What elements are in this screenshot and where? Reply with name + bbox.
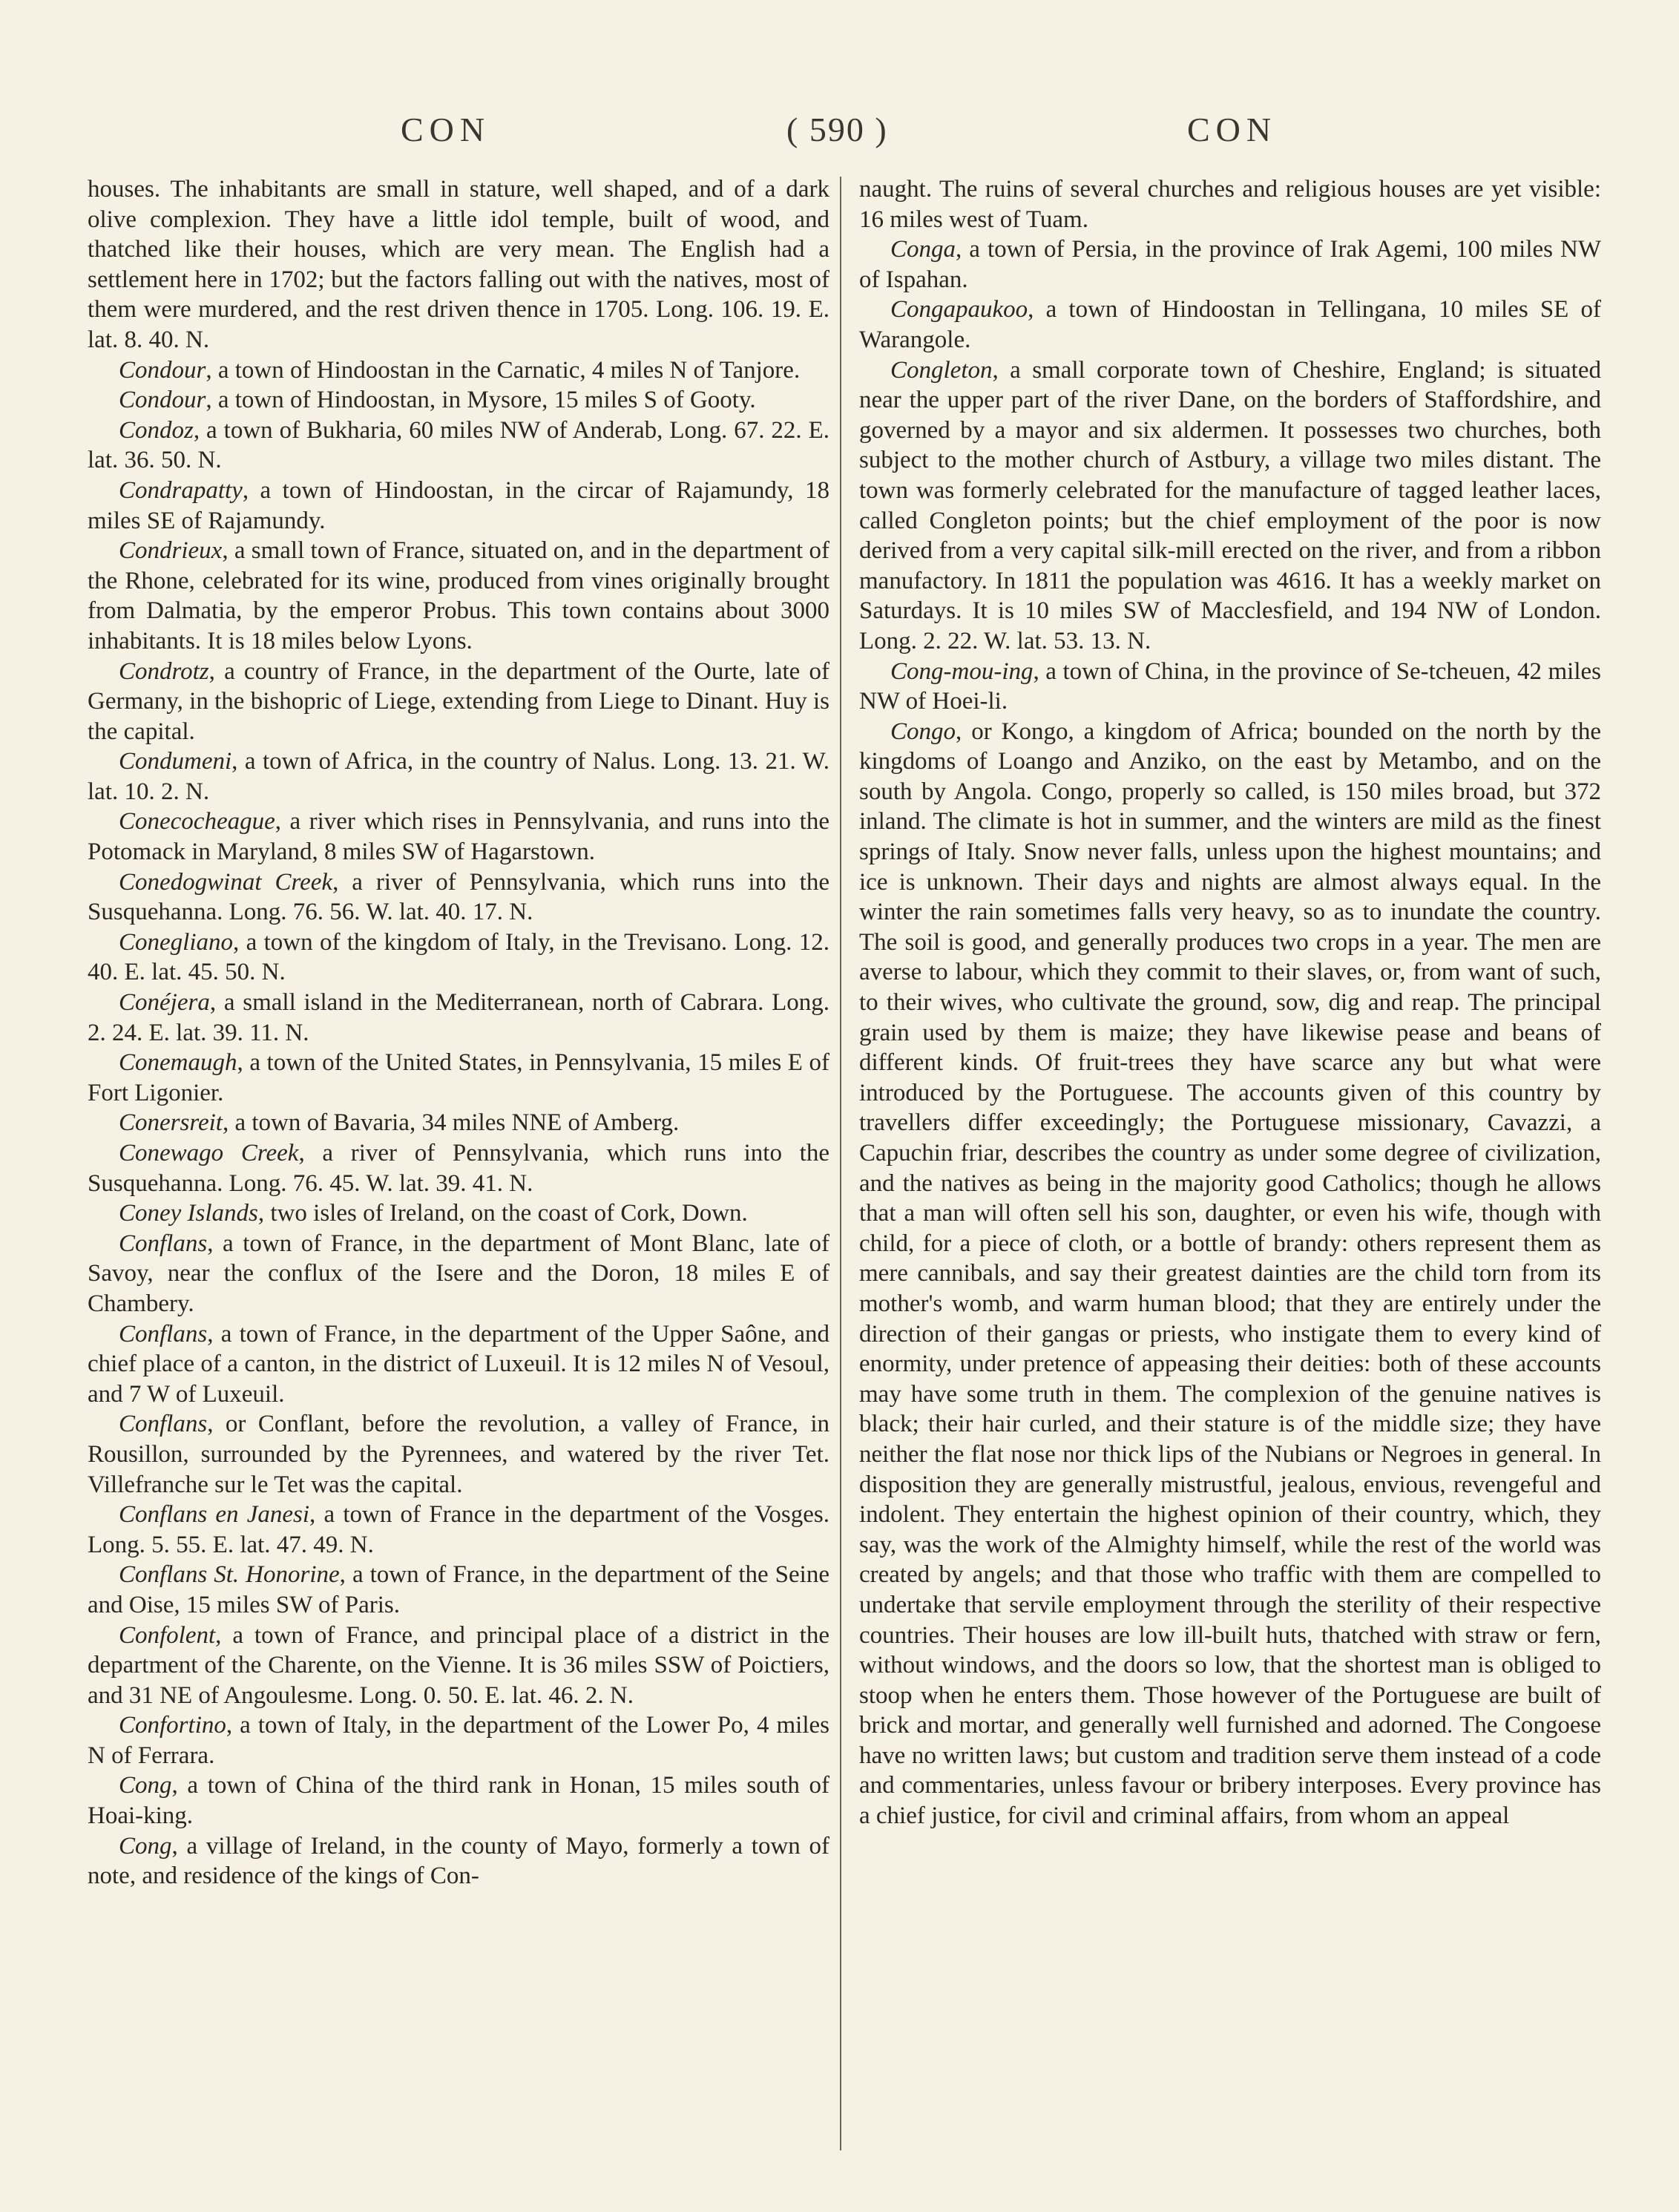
- entry-text: , a town of China of the third rank in Honan, 15 miles south of Hoai-king.: [88, 1772, 829, 1830]
- entry-text: , a town of Bukharia, 60 miles NW of Anderab, Long. 67. 22. E. lat. 36. 50. N.: [88, 416, 829, 474]
- entry-text: , a town of France, in the department of the Upper Saône, and chief place of a canton, in the district of Luxeuil. It is 12 miles N of Vesoul, and 7 W of Luxeuil.: [88, 1320, 829, 1408]
- right-column: [859, 174, 1601, 1831]
- entry-text: , a town of Italy, in the department of the Lower Po, 4 miles N of Ferrara.: [88, 1712, 829, 1769]
- dictionary-entry: [88, 1319, 829, 1410]
- entry-continuation: [88, 174, 829, 355]
- entry-text: , a small island in the Mediterranean, north of Cabrara. Long. 2. 24. E. lat. 39. 11. N.: [88, 989, 829, 1046]
- entry-headword: Conga: [890, 236, 956, 263]
- dictionary-entry: [88, 1048, 829, 1108]
- entry-headword: Congleton: [890, 356, 993, 384]
- dictionary-entry: [88, 1500, 829, 1560]
- entry-text: , a village of Ireland, in the county of Mayo, formerly a town of note, and residence of the kings of Con-: [88, 1832, 829, 1890]
- page-number: ( 590 ): [786, 111, 888, 148]
- dictionary-entry: [88, 1560, 829, 1620]
- entry-headword: Conéjera: [119, 989, 210, 1017]
- dictionary-entry: [88, 476, 829, 536]
- column-divider: [840, 177, 841, 2150]
- entry-text: naught. The ruins of several churches and religious houses are yet visible: 16 miles west of Tuam.: [859, 176, 1601, 233]
- dictionary-entry: [88, 1138, 829, 1198]
- entry-text: , a river which rises in Pennsylvania, and runs into the Potomack in Maryland, 8 miles SW of Hagarstown.: [88, 808, 829, 866]
- entry-text: , a country of France, in the department of the Ourte, late of Germany, in the bishopric of Liege, extending from Liege to Dinant. Huy is the capital.: [88, 657, 829, 745]
- entry-headword: Coney Islands: [119, 1200, 258, 1227]
- entry-text: , a town of the United States, in Pennsylvania, 15 miles E of Fort Ligonier.: [88, 1049, 829, 1106]
- entry-headword: Conflans: [119, 1320, 208, 1348]
- dictionary-entry: [88, 1710, 829, 1770]
- entry-text: , a town of France, in the department of Mont Blanc, late of Savoy, near the conflux of the Isere and the Doron, 18 miles E of Chambery.: [88, 1230, 829, 1317]
- dictionary-entry: [88, 657, 829, 747]
- entry-headword: Congo: [890, 718, 956, 745]
- dictionary-entry: [859, 234, 1601, 295]
- dictionary-entry: [88, 1108, 829, 1138]
- entry-headword: Condrapatty: [119, 476, 243, 504]
- entry-headword: Congapaukoo: [890, 296, 1028, 324]
- entry-text: , a town of Africa, in the country of Nalus. Long. 13. 21. W. lat. 10. 2. N.: [88, 748, 829, 805]
- entry-headword: Cong: [119, 1772, 172, 1799]
- dictionary-entry: [88, 536, 829, 656]
- entry-text: , a town of Hindoostan, in Mysore, 15 miles S of Gooty.: [206, 387, 756, 414]
- entry-headword: Conemaugh: [119, 1049, 237, 1077]
- entry-headword: Conersreit: [119, 1109, 223, 1137]
- dictionary-entry: [859, 717, 1601, 1831]
- running-head-right: CON: [1187, 111, 1278, 148]
- entry-text: houses. The inhabitants are small in stature, well shaped, and of a dark olive complexion. They have a little idol temple, built of wood, and thatched like their houses, which are very mean. The English had a settlement here in 1702; but the factors falling out with the natives, most of them were murdered, and the rest driven thence in 1705. Long. 106. 19. E. lat. 8. 40. N.: [88, 176, 829, 353]
- entry-headword: Condoz: [119, 416, 194, 444]
- entry-text: , a town of France in the department of the Vosges. Long. 5. 55. E. lat. 47. 49. N.: [88, 1501, 829, 1558]
- entry-text: , a town of Bavaria, 34 miles NNE of Amberg.: [222, 1109, 680, 1137]
- entry-text: , a town of Hindoostan in the Carnatic, 4 miles N of Tanjore.: [206, 356, 801, 384]
- dictionary-entry: [88, 385, 829, 416]
- entry-text: , a town of France, and principal place of a district in the department of the Charente, on the Vienne. It is 36 miles SSW of Poictiers, and 31 NE of Angoulesme. Long. 0. 50. E. lat. 46. 2. N.: [88, 1621, 829, 1709]
- dictionary-entry: [859, 295, 1601, 355]
- running-head: [0, 110, 1679, 154]
- entry-text: , a town of the kingdom of Italy, in the Trevisano. Long. 12. 40. E. lat. 45. 50. N.: [88, 928, 829, 986]
- entry-headword: Conflans: [119, 1230, 208, 1257]
- left-column: [88, 174, 829, 1891]
- entry-headword: Cong-mou-ing: [890, 657, 1034, 685]
- dictionary-entry: [88, 807, 829, 867]
- entry-headword: Confolent: [119, 1621, 216, 1649]
- entry-headword: Conecocheague: [119, 808, 275, 836]
- running-head-left: CON: [401, 111, 491, 148]
- dictionary-entry: [88, 1770, 829, 1831]
- entry-text: , a town of Hindoostan, in the circar of Rajamundy, 18 miles SE of Rajamundy.: [88, 476, 829, 534]
- dictionary-entry: [88, 746, 829, 807]
- dictionary-entry: [88, 355, 829, 386]
- dictionary-entry: [88, 1831, 829, 1891]
- dictionary-entry: [88, 867, 829, 928]
- entry-text: , or Conflant, before the revolution, a valley of France, in Rousillon, surrounded by the Pyrennees, and watered by the river Tet. Villefranche sur le Tet was the capital.: [88, 1411, 829, 1498]
- entry-headword: Conedogwinat Creek: [119, 868, 333, 896]
- entry-text: , a town of France, in the department of the Seine and Oise, 15 miles SW of Paris.: [88, 1561, 829, 1618]
- entry-text: , a small town of France, situated on, and in the department of the Rhone, celebrated for its wine, produced from vines originally brought from Dalmatia, by the emperor Probus. This town contains about 3000 inhabitants. It is 18 miles below Lyons.: [88, 537, 829, 654]
- dictionary-entry: [88, 928, 829, 988]
- entry-continuation: [859, 174, 1601, 234]
- entry-headword: Condrotz: [119, 657, 209, 685]
- entry-text: , a town of Hindoostan in Tellingana, 10 miles SE of Warangole.: [859, 296, 1601, 353]
- entry-headword: Conflans: [119, 1411, 208, 1438]
- entry-headword: Cong: [119, 1832, 172, 1860]
- entry-headword: Conegliano: [119, 928, 233, 956]
- dictionary-entry: [88, 1198, 829, 1229]
- entry-text: , a town of Persia, in the province of Irak Agemi, 100 miles NW of Ispahan.: [859, 236, 1601, 293]
- dictionary-entry: [88, 1409, 829, 1500]
- dictionary-entry: [859, 657, 1601, 717]
- entry-headword: Conflans St. Honorine: [119, 1561, 340, 1589]
- entry-text: , or Kongo, a kingdom of Africa; bounded on the north by the kingdoms of Loango and Anziko, on the east by Metambo, and on the south by Angola. Congo, properly so called, is 150 miles broad, but 372 inland. The climate is hot in summer, and the winters are mild as the finest springs of Italy. Snow never falls, unless upon the highest mountains; and ice is unknown. Their days and nights are almost always equal. In the winter the rain sometimes falls very heavy, so as to inundate the country. The soil is good, and generally produces two crops in a year. The men are averse to labour, which they commit to their slaves, or, from want of such, to their wives, who cultivate the ground, sow, dig and reap. The principal grain used by them is maize; they have likewise pease and beans of different kinds. Of fruit-trees they have scarce any but what were introduced by the Portuguese. The accounts given of this country by travellers differ exceedingly; the Portuguese missionary, Cavazzi, a Capuchin friar, describes the country as under some degree of civilization, and the natives as being in the majority good Catholics; though he allows that a man will often sell his son, daughter, or even his wife, though with child, for a piece of cloth, or a bottle of brandy: others represent them as mere cannibals, and say their greatest dainties are the child torn from its mother's womb, and warm human blood; that they are entirely under the direction of their gangas or priests, who instigate them to every kind of enormity, under pretence of appeasing their deities: both of these accounts may have some truth in them. The complexion of the genuine natives is black; their hair curled, and their stature is of the middle size; they have neither the flat nose nor thick lips of the Nubians or Negroes in general. In disposition they are generally mistrustful, jealous, envious, revengeful and indolent. They entertain the highest opinion of their country, which, they say, was the work of the Almighty himself, while the rest of the world was created by angels; and that those who traffic with them are compelled to undertake that servile employment through the sterility of their respective countries. Their houses are low ill-built huts, thatched with straw or fern, without windows, and the doors so low, that the shortest man is obliged to stoop when he enters them. Those however of the Portuguese are built of brick and mortar, and generally well furnished and adorned. The Congoese have no written laws; but custom and tradition serve them instead of a code and commentaries, unless favour or bribery interposes. Every province has a chief justice, for civil and criminal affairs, from whom an appeal: [859, 718, 1601, 1830]
- entry-headword: Condrieux: [119, 537, 223, 565]
- dictionary-entry: [88, 988, 829, 1048]
- entry-headword: Condour: [119, 356, 206, 384]
- entry-headword: Conflans en Janesi: [119, 1501, 310, 1529]
- dictionary-entry: [88, 1621, 829, 1711]
- entry-headword: Confortino: [119, 1712, 226, 1739]
- entry-text: , a river of Pennsylvania, which runs into the Susquehanna. Long. 76. 45. W. lat. 39. 41. N.: [88, 1140, 829, 1197]
- dictionary-entry: [88, 1229, 829, 1319]
- entry-headword: Condumeni: [119, 748, 232, 775]
- entry-headword: Conewago Creek: [119, 1140, 299, 1166]
- entry-text: , a small corporate town of Cheshire, England; is situated near the upper part of the river Dane, on the borders of Staffordshire, and governed by a mayor and six aldermen. It possesses two churches, both subject to the mother church of Astbury, a village two miles distant. The town was formerly celebrated for the manufacture of tagged leather laces, called Congleton points; but the chief employment of the poor is now derived from a very capital silk-mill erected on the river, and from a ribbon manufactory. In 1811 the population was 4616. It has a weekly market on Saturdays. It is 10 miles SW of Macclesfield, and 194 NW of London. Long. 2. 22. W. lat. 53. 13. N.: [859, 356, 1601, 654]
- entry-text: , two isles of Ireland, on the coast of Cork, Down.: [257, 1200, 748, 1227]
- entry-text: , a town of China, in the province of Se-tcheuen, 42 miles NW of Hoei-li.: [859, 657, 1601, 715]
- dictionary-entry: [88, 416, 829, 476]
- entry-text: , a river of Pennsylvania, which runs into the Susquehanna. Long. 76. 56. W. lat. 40. 17. N.: [88, 868, 829, 926]
- dictionary-entry: [859, 355, 1601, 657]
- entry-headword: Condour: [119, 387, 206, 414]
